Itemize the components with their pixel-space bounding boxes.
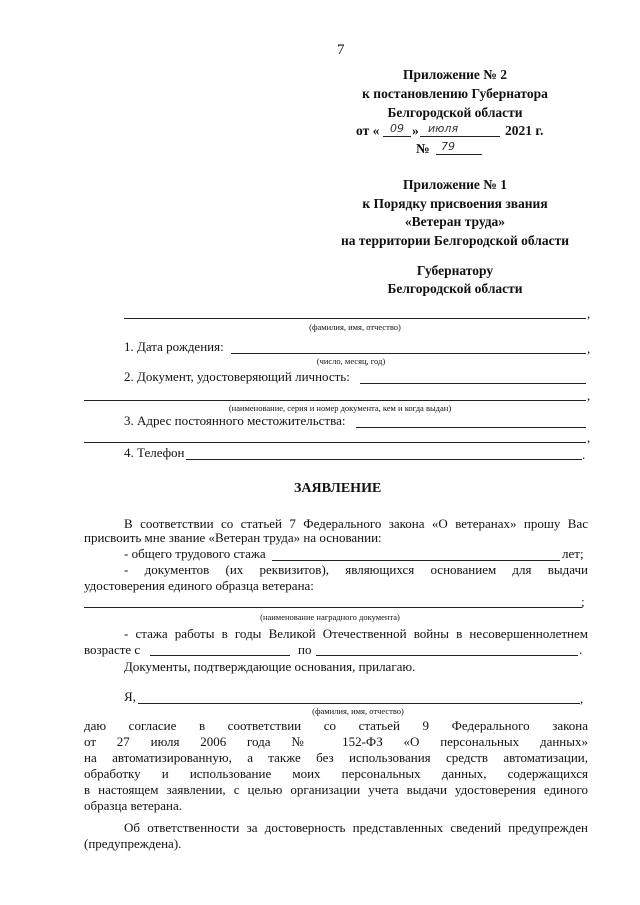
responsibility-line2: (предупреждена). bbox=[84, 836, 182, 851]
item3-from-label: возрасте с bbox=[84, 642, 141, 657]
num-line bbox=[436, 154, 482, 155]
responsibility-line1: Об ответственности за достоверность представленных сведений предупрежден bbox=[124, 820, 588, 835]
phone-field[interactable] bbox=[186, 459, 582, 460]
award-doc-field[interactable] bbox=[84, 607, 582, 608]
award-caption: (наименование наградного документа) bbox=[260, 612, 400, 622]
appendix1-line4: на территории Белгородской области bbox=[340, 233, 570, 248]
appendix1-line2: к Порядку присвоения звания bbox=[362, 196, 548, 211]
page-number: 7 bbox=[337, 42, 345, 58]
appendix1-title: Приложение № 1 bbox=[403, 177, 507, 192]
work-years-field[interactable] bbox=[272, 560, 560, 561]
doc-comma: , bbox=[587, 388, 591, 403]
appendix2-date-prefix: от « bbox=[356, 123, 380, 138]
birth-label: 1. Дата рождения: bbox=[124, 339, 224, 354]
appendix2-month: июля bbox=[428, 122, 459, 135]
birth-comma: , bbox=[587, 341, 591, 356]
fio-consent-field[interactable] bbox=[138, 703, 580, 704]
fio-caption: (фамилия, имя, отчество) bbox=[309, 322, 401, 332]
ya-label: Я, bbox=[124, 689, 136, 704]
address-field-2[interactable] bbox=[84, 442, 586, 443]
item2-line1: - документов (их реквизитов), являющихся основанием для выдачи bbox=[124, 562, 588, 577]
day-line bbox=[383, 136, 411, 137]
appendix2-title: Приложение № 2 bbox=[403, 67, 507, 82]
appendix2-line2: к постановлению Губернатора bbox=[362, 86, 548, 101]
appendix2-year: 2021 г. bbox=[505, 123, 544, 138]
consent-line-6: образца ветерана. bbox=[84, 798, 183, 813]
award-semicolon: ; bbox=[581, 594, 585, 609]
birth-date-field[interactable] bbox=[231, 353, 586, 354]
address-label: 3. Адрес постоянного местожительства: bbox=[124, 413, 346, 428]
doc-field-1[interactable] bbox=[360, 383, 586, 384]
appendix2-num: 79 bbox=[441, 140, 455, 153]
item1-label: - общего трудового стажа bbox=[124, 546, 266, 561]
appendix2-date-mid: » bbox=[412, 123, 419, 138]
appendix2-num-prefix: № bbox=[416, 141, 430, 156]
item3-to-label: по bbox=[298, 642, 312, 657]
item1-suffix: лет; bbox=[562, 546, 584, 561]
date-caption: (число, месяц, год) bbox=[316, 356, 386, 366]
item2-line2: удостоверения единого образца ветерана: bbox=[84, 578, 314, 593]
doc-field-2[interactable] bbox=[84, 400, 586, 401]
consent-line-3: на автоматизированную, а также без использования средств автоматизации, bbox=[84, 750, 588, 765]
phone-label: 4. Телефон bbox=[124, 445, 185, 460]
item3-line1: - стажа работы в годы Великой Отечественной войны в несовершеннолетнем bbox=[124, 626, 588, 641]
doc-label: 2. Документ, удостоверяющий личность: bbox=[124, 369, 350, 384]
phone-period: . bbox=[582, 447, 586, 462]
fio-comma: , bbox=[587, 306, 591, 321]
p1-line2: присвоить мне звание «Ветеран труда» на основании: bbox=[84, 530, 382, 545]
appendix1-line3: «Ветеран труда» bbox=[404, 214, 506, 229]
fio-field[interactable] bbox=[124, 318, 586, 319]
appendix2-line3: Белгородской области bbox=[387, 105, 523, 120]
war-to-field[interactable] bbox=[316, 655, 578, 656]
doc-caption: (наименование, серия и номер документа, кем и когда выдан) bbox=[228, 403, 452, 413]
statement-title: ЗАЯВЛЕНИЕ bbox=[294, 481, 382, 496]
addressee-line1: Губернатору bbox=[416, 263, 494, 278]
address-comma: , bbox=[587, 430, 591, 445]
war-from-field[interactable] bbox=[150, 655, 290, 656]
consent-line-5: в настоящем заявлении, с целью организации учета выдачи удостоверения единого bbox=[84, 782, 588, 797]
item3-period: . bbox=[579, 642, 583, 657]
attach-text: Документы, подтверждающие основания, прилагаю. bbox=[124, 659, 416, 674]
fio-consent-caption: (фамилия, имя, отчество) bbox=[312, 706, 404, 716]
consent-line-4: обработку и использование моих персональных данных, содержащихся bbox=[84, 766, 588, 781]
address-field-1[interactable] bbox=[356, 427, 586, 428]
consent-line-2: от 27 июля 2006 года № 152-ФЗ «О персональных данных» bbox=[84, 734, 588, 749]
ya-comma: , bbox=[580, 691, 584, 706]
consent-line-1: даю согласие в соответствии со статьей 9 Федерального закона bbox=[84, 718, 588, 733]
month-line bbox=[420, 136, 500, 137]
appendix2-day: 09 bbox=[390, 122, 404, 135]
addressee-line2: Белгородской области bbox=[387, 281, 523, 296]
p1-line1: В соответствии со статьей 7 Федерального закона «О ветеранах» прошу Вас bbox=[124, 516, 588, 531]
